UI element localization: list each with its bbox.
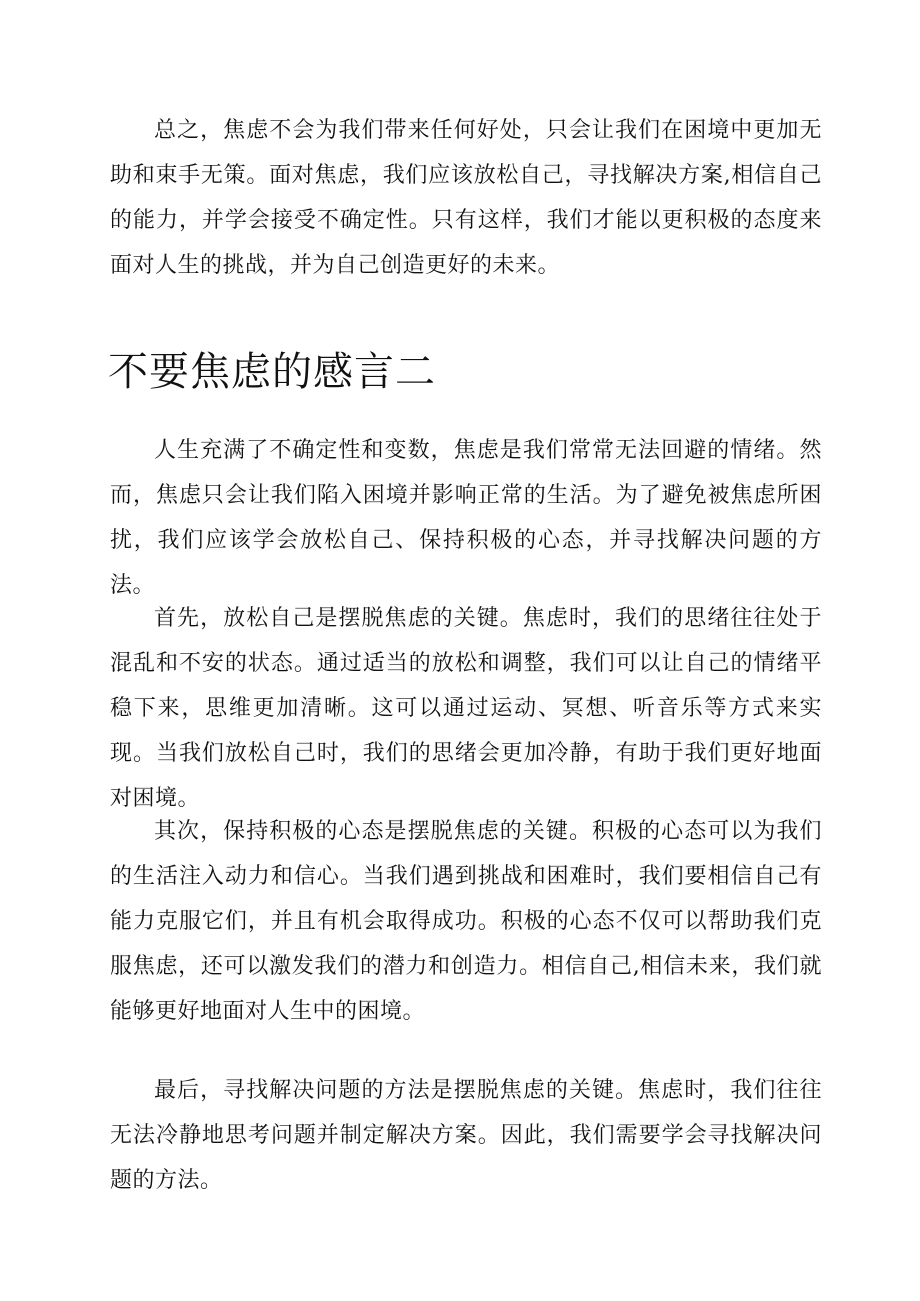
paragraph-conclusion: 总之，焦虑不会为我们带来任何好处，只会让我们在困境中更加无助和束手无策。面对焦虑，我们应该放松自己，寻找解决方案,相信自己的能力，并学会接受不确定性。只有这样，我们才能以更积极的态度来面对人生的挑战，并为自己创造更好的未来。: [110, 118, 822, 278]
paragraph-intro: 人生充满了不确定性和变数，焦虑是我们常常无法回避的情绪。然而，焦虑只会让我们陷入困境并影响正常的生活。为了避免被焦虑所困扰，我们应该学会放松自己、保持积极的心态，并寻找解决问题的方法。: [110, 438, 822, 598]
paragraph-second-point: 其次，保持积极的心态是摆脱焦虑的关键。积极的心态可以为我们的生活注入动力和信心。当我们遇到挑战和困难时，我们要相信自己有能力克服它们，并且有机会取得成功。积极的心态不仅可以帮助我们克服焦虑，还可以激发我们的潜力和创造力。相信自己,相信未来，我们就能够更好地面对人生中的困境。: [110, 819, 822, 1024]
paragraph-last-point: 最后，寻找解决问题的方法是摆脱焦虑的关键。焦虑时，我们往往无法冷静地思考问题并制定解决方案。因此，我们需要学会寻找解决问题的方法。: [110, 1078, 822, 1193]
paragraph-first-point: 首先，放松自己是摆脱焦虑的关键。焦虑时，我们的思绪往往处于混乱和不安的状态。通过适当的放松和调整，我们可以让自己的情绪平稳下来，思维更加清晰。这可以通过运动、冥想、听音乐等方式来实现。当我们放松自己时，我们的思绪会更加冷静，有助于我们更好地面对困境。: [110, 606, 822, 811]
section-heading: 不要焦虑的感言二: [108, 349, 436, 395]
